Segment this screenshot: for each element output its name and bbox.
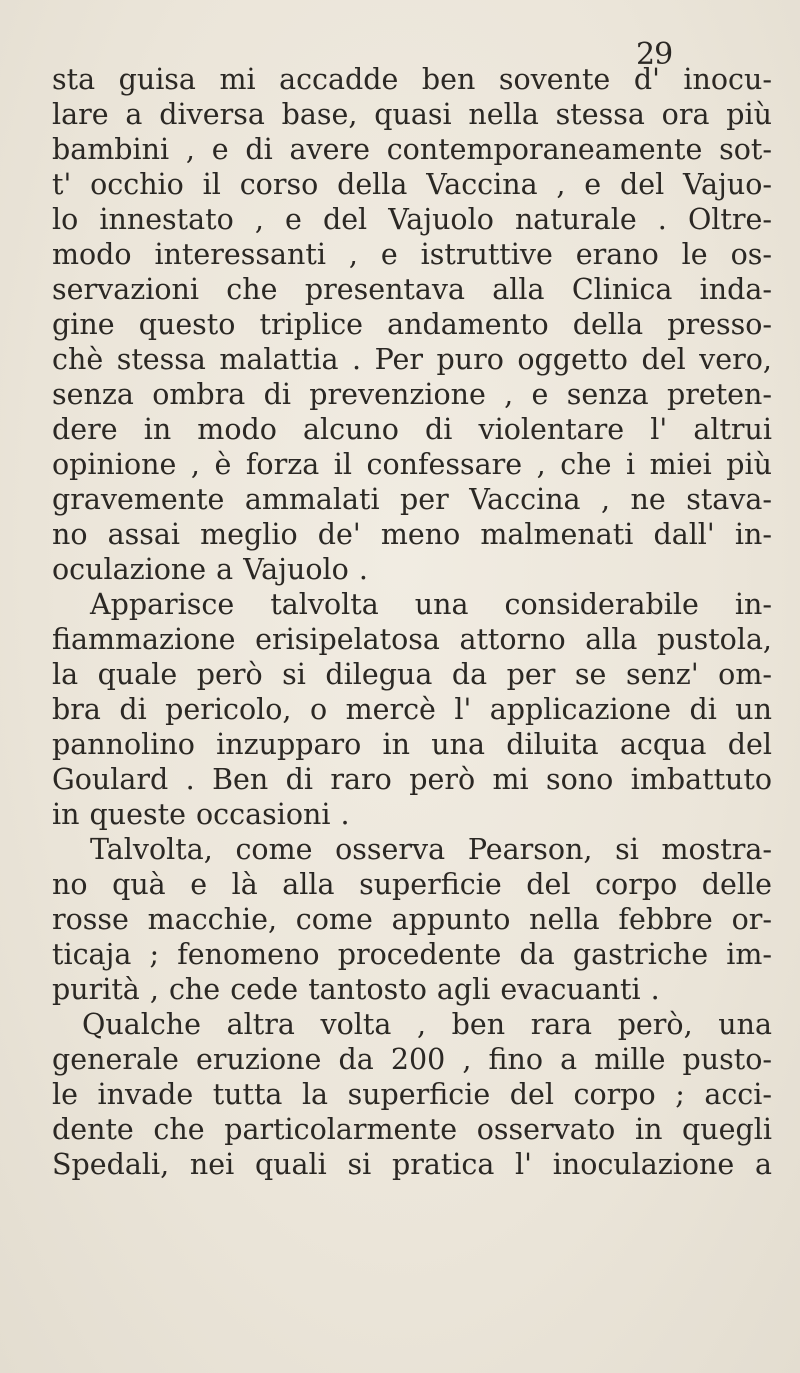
text-line: gine questo triplice andamento della presso- [52, 308, 772, 341]
text-line: Apparisce talvolta una considerabile in- [90, 588, 772, 621]
text-line: ticaja ; fenomeno procedente da gastriche im- [52, 938, 772, 971]
text-line: servazioni che presentava alla Clinica inda- [52, 273, 772, 306]
text-line: no assai meglio de' meno malmenati dall' in- [52, 518, 772, 551]
text-line: dere in modo alcuno di violentare l' altrui [52, 413, 772, 446]
text-line: Spedali, nei quali si pratica l' inoculazione a [52, 1148, 772, 1181]
text-line: Talvolta, come osserva Pearson, si mostra- [90, 833, 772, 866]
page-number: 29 [636, 37, 673, 72]
text-line: pannolino inzupparo in una diluita acqua del [52, 728, 772, 761]
text-line: no quà e là alla superficie del corpo delle [52, 868, 772, 901]
text-line: la quale però si dilegua da per se senz' om- [52, 658, 772, 691]
text-line: gravemente ammalati per Vaccina , ne stava- [52, 483, 772, 516]
text-line: Qualche altra volta , ben rara però, una [82, 1008, 772, 1041]
text-line: opinione , è forza il confessare , che i miei più [52, 448, 772, 481]
text-line: le invade tutta la superficie del corpo ; acci- [52, 1078, 772, 1111]
text-line: modo interessanti , e istruttive erano le os- [52, 238, 772, 271]
text-line: chè stessa malattia . Per puro oggetto del vero, [52, 343, 772, 376]
text-line: in queste occasioni . [52, 798, 350, 831]
text-line: sta guisa mi accadde ben sovente d' inocu- [52, 63, 772, 96]
text-line: lo innestato , e del Vajuolo naturale . Oltre- [52, 203, 772, 236]
text-line: oculazione a Vajuolo . [52, 553, 368, 586]
text-line: dente che particolarmente osservato in quegli [52, 1113, 772, 1146]
body-text [52, 62, 772, 1182]
text-line: fiammazione erisipelatosa attorno alla pustola, [52, 623, 772, 656]
text-line: Goulard . Ben di raro però mi sono imbattuto [52, 763, 772, 796]
text-line: purità , che cede tantosto agli evacuanti . [52, 973, 660, 1006]
text-line: lare a diversa base, quasi nella stessa ora più [52, 98, 772, 131]
text-line: t' occhio il corso della Vaccina , e del Vajuo- [52, 168, 772, 201]
text-line: bambini , e di avere contemporaneamente sot- [52, 133, 772, 166]
text-line: senza ombra di prevenzione , e senza preten- [52, 378, 772, 411]
text-line: rosse macchie, come appunto nella febbre or- [52, 903, 772, 936]
text-line: bra di pericolo, o mercè l' applicazione di un [52, 693, 772, 726]
text-line: generale eruzione da 200 , fino a mille pusto- [52, 1043, 772, 1076]
